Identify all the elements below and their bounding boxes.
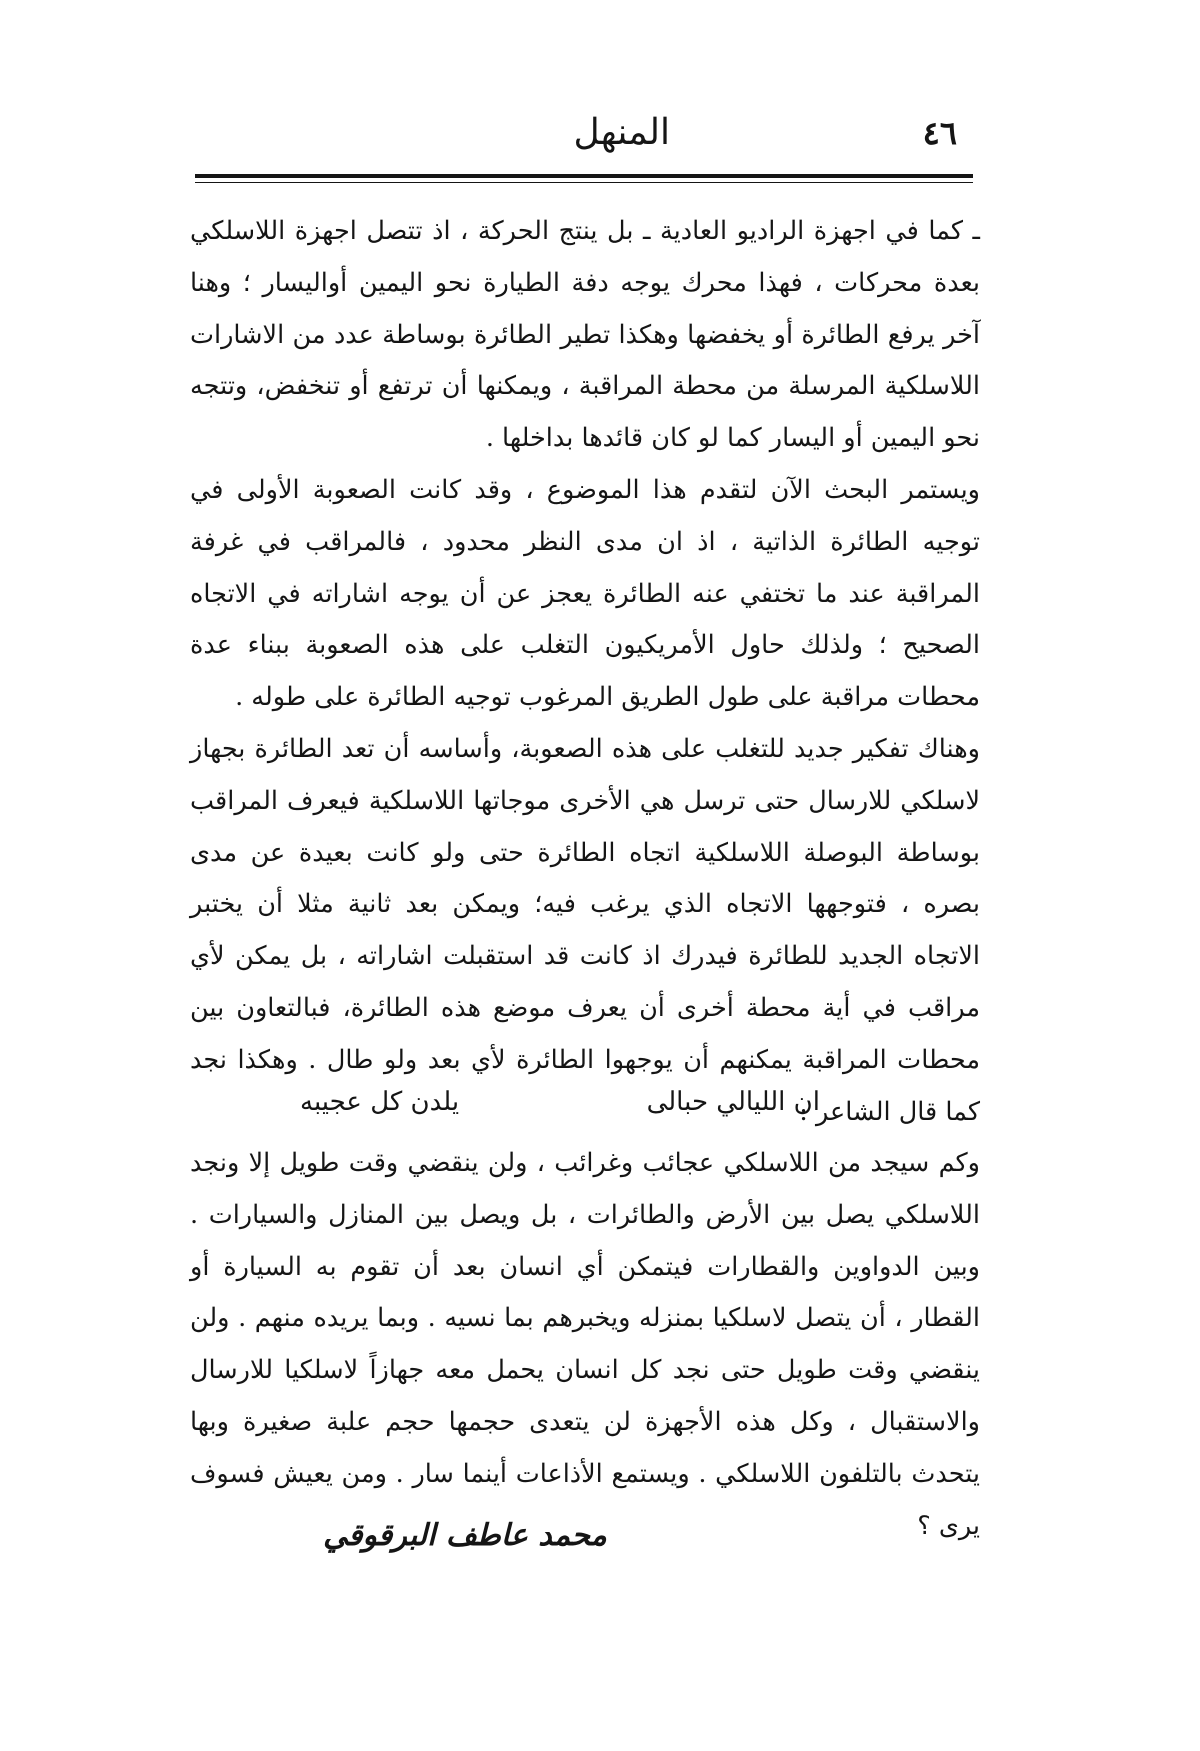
poem-second-hemistich: يلدن كل عجيبه [300,1087,460,1117]
page-number: ٤٦ [922,114,957,152]
poem-verse [300,1087,820,1139]
page-header [195,108,975,168]
paragraph: ـ كما في اجهزة الراديو العادية ـ بل ينتج الحركة ، اذ تتصل اجهزة اللاسلكي بعدة محركات ، فهذا محرك يوجه دفة الطيارة نحو اليمين أواليسار ؛ وهنا آخر يرفع الطائرة أو يخفضها وهكذا تطير الطائرة بوساطة عدد من الاشارات اللاسلكية المرسلة من محطة المراقبة ، ويمكنها أن ترتفع أو تنخفض، وتتجه نحو اليمين أو اليسار كما لو كان قائدها بداخلها . [190,216,980,454]
poem-first-hemistich: ان الليالي حبالى [646,1087,820,1117]
journal-title: المنهل [573,112,670,153]
author-signature: محمد عاطف البرقوقي [323,1518,607,1553]
paragraph: وهناك تفكير جديد للتغلب على هذه الصعوبة، وأساسه أن تعد الطائرة بجهاز لاسلكي للارسال حتى ترسل هي الأخرى موجاتها اللاسلكية فيعرف المراقب بوساطة البوصلة اللاسلكية اتجاه الطائرة حتى ولو كانت بعيدة عن مدى بصره ، فتوجهها الاتجاه الذي يرغب فيه؛ ويمكن بعد ثانية مثلا أن يختبر الاتجاه الجديد للطائرة فيدرك اذ كانت قد استقبلت اشاراته ، بل يمكن لأي مراقب في أية محطة أخرى أن يعرف موضع هذه الطائرة، فبالتعاون بين محطات المراقبة يمكنهم أن يوجهوا الطائرة لأي بعد ولو طال . وهكذا نجد كما قال الشاعر : [190,733,980,1127]
header-rule-thick [195,174,973,178]
closing-paragraph: وكم سيجد من اللاسلكي عجائب وغرائب ، ولن ينقضي وقت طويل إلا ونجد اللاسلكي يصل بين الأرض والطائرات ، بل ويصل بين المنازل والسيارات . وبين الدواوين والقطارات فيتمكن أي انسان بعد أن تقوم به السيارة أو القطار ، أن يتصل لاسلكيا بمنزله ويخبرهم بما نسيه . وبما يريده منهم . ولن ينقضي وقت طويل حتى نجد كل انسان يحمل معه جهازاً لاسلكيا للارسال والاستقبال ، وكل هذه الأجهزة لن يتعدى حجمها حجم علبة صغيرة وبها يتحدث بالتلفون اللاسلكي . ويستمع الأذاعات أينما سار . ومن يعيش فسوف يرى ؟ [190,1148,980,1541]
paragraph: ويستمر البحث الآن لتقدم هذا الموضوع ، وقد كانت الصعوبة الأولى في توجيه الطائرة الذاتية ، اذ ان مدى النظر محدود ، فالمراقب في غرفة المراقبة عند ما تختفي عنه الطائرة يعجز عن أن يوجه اشاراته في الاتجاه الصحيح ؛ ولذلك حاول الأمريكيون التغلب على هذه الصعوبة ببناء عدة محطات مراقبة على طول الطريق المرغوب توجيه الطائرة على طوله . [190,474,980,713]
header-rule-thin [195,182,973,183]
article-body-closing [190,1138,980,1552]
article-body [190,206,980,1138]
